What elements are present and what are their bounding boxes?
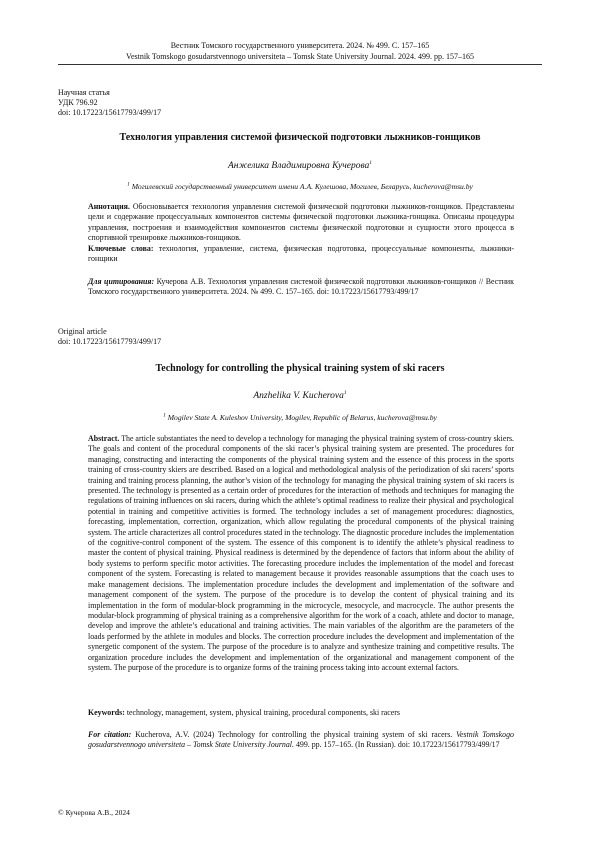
- copyright-notice: © Кучерова А.В., 2024: [58, 808, 130, 817]
- abstract-en: [88, 434, 514, 673]
- keywords-ru: [88, 244, 514, 265]
- citation-en-label: For citation:: [88, 730, 132, 739]
- citation-ru: [88, 277, 514, 298]
- keywords-en: [88, 708, 514, 718]
- journal-header-ru: Вестник Томского государственного университета. 2024. № 499. С. 157–165: [170, 41, 430, 50]
- affiliation-ru: [58, 182, 542, 192]
- keywords-ru-text: технология, управление, система, физическая подготовка, процессуальные компоненты, лыжники-гонщики: [88, 244, 514, 264]
- keywords-ru-label: Ключевые слова:: [88, 244, 154, 253]
- citation-en-plain: Kucherova, A.V. (2024) Technology for controlling the physical training system of ski racers.: [135, 730, 453, 739]
- abstract-en-text: The article substantiates the need to develop a technology for managing the physical training system of cross-country skiers. The goals and content of the procedural components of the ski racer’s physical training system are presented. The procedures for managing, constructing and interacting the components of the physical training system and the essence of this process in the sports training of cross-country skiers are described. Based on a logical and methodological analysis of the periodization of ski racers’ sports training and training process planning, the author’s vision of the technology for managing the physical training system of ski racers is presented. The technology is presented as a certain order of procedures for the interaction of methods and techniques for managing the regulations of training influences on ski racers, during which the athlete’s optimal readiness to realize their physical and psychological potential in training and competitive activities is formed. The technology includes a set of management procedures: diagnostics, forecasting, implementation, correction, organization, which allow regulating the procedural components of the physical training system. The article characterizes all control procedures stated in the technology. The diagnostic procedure includes the implementation of the cognitive-control component of the system. The essence of this component is to identify the athlete’s physical readiness to master the content of physical training. Physical readiness is determined by the dependence of factors that inform about the ability of body systems to perform specific motor activities. The forecasting procedure includes the implementation of the model and forecast component of the system. Forecasting is related to management because it provides reasonable assumptions that the coach uses to make management decisions. The implementation procedure includes the development and implementation of the software and management component of the system. The purpose of the procedure is to develop the content of physical training and its implementation in the form of modular-block programming in the microcycle, mesocycle, and macrocycle. The author presents the modular-block programming of physical training as a comprehensive algorithm for the work of a coach, athlete and doctor to manage, develop and improve the athlete’s educational and training activities. The main variables of the algorithm are the parameters of the loads performed by the athlete in modules and blocks. The correction procedure includes the development and implementation of the synergetic component of the system. The purpose of the procedure is to analyze and synthesize training and competitive results. The organization procedure includes the development and implementation of the organizational and management component of the system. The purpose of the procedure is to organize forms of the training process taking into account external factors.: [88, 434, 514, 672]
- affiliation-en: [58, 413, 542, 423]
- title-en: Technology for controlling the physical training system of ski racers: [155, 363, 445, 374]
- affiliation-en-sup: 1: [163, 412, 166, 419]
- author-en-sup: 1: [343, 389, 347, 396]
- citation-en: [88, 730, 514, 751]
- keywords-en-label: Keywords:: [88, 708, 125, 717]
- journal-header-en: Vestnik Tomskogo gosudarstvennogo universiteta – Tomsk State University Journal. 2024. 499. pp. 157–165: [126, 52, 474, 61]
- abstract-ru: [88, 202, 514, 244]
- abstract-ru-label: Аннотация.: [88, 202, 130, 211]
- affiliation-ru-text: Могилевский государственный университет имени А.А. Кулешова, Могилев, Беларусь, kucherova@msu.by: [131, 182, 473, 191]
- author-ru-sup: 1: [369, 159, 372, 166]
- affiliation-ru-sup: 1: [127, 181, 130, 188]
- citation-ru-label: Для цитирования:: [88, 277, 155, 286]
- author-ru: [58, 160, 542, 172]
- abstract-ru-text: Обосновывается технология управления системой физической подготовки лыжников-гонщиков. Представлены цели и содержание процессуальных компонентов системы физической подготовки лыжника-гонщика. Описаны процедуры управления, построения и взаимодействия компонентов системы физической подготовки и сущности этого процесса в спортивной тренировке лыжников-гонщиков.: [88, 202, 514, 243]
- author-ru-name: Анжелика Владимировна Кучерова: [228, 161, 370, 171]
- citation-en-tail: 499. pp. 157–165. (In Russian). doi: 10.17223/15617793/499/17: [295, 740, 500, 750]
- keywords-en-text: technology, management, system, physical training, procedural components, ski racers: [126, 708, 400, 717]
- udc-code: УДК 796.92: [58, 98, 98, 107]
- abstract-en-label: Abstract.: [88, 434, 120, 443]
- author-en: [58, 390, 542, 402]
- header-rule: [58, 64, 542, 65]
- citation-en-journal: Vestnik Tomskogo gosudarstvennogo universiteta – Tomsk State University Journal.: [88, 730, 514, 750]
- citation-ru-text: Кучерова А.В. Технология управления системой физической подготовки лыжников-гонщиков // Вестник Томского государственного университета. 2024. № 499. С. 157–165. doi: 10.17223/15617793/499/17: [88, 277, 514, 297]
- doi-ru: doi: 10.17223/15617793/499/17: [58, 108, 162, 117]
- article-type-ru: Научная статья: [58, 88, 110, 97]
- affiliation-en-text: Mogilev State A. Kuleshov University, Mogilev, Republic of Belarus, kucherova@msu.by: [167, 413, 437, 422]
- doi-en: doi: 10.17223/15617793/499/17: [58, 337, 162, 346]
- author-en-name: Anzhelika V. Kucherova: [253, 391, 344, 401]
- article-type-en: Original article: [58, 327, 107, 336]
- title-ru: Технология управления системой физической подготовки лыжников-гонщиков: [119, 132, 481, 143]
